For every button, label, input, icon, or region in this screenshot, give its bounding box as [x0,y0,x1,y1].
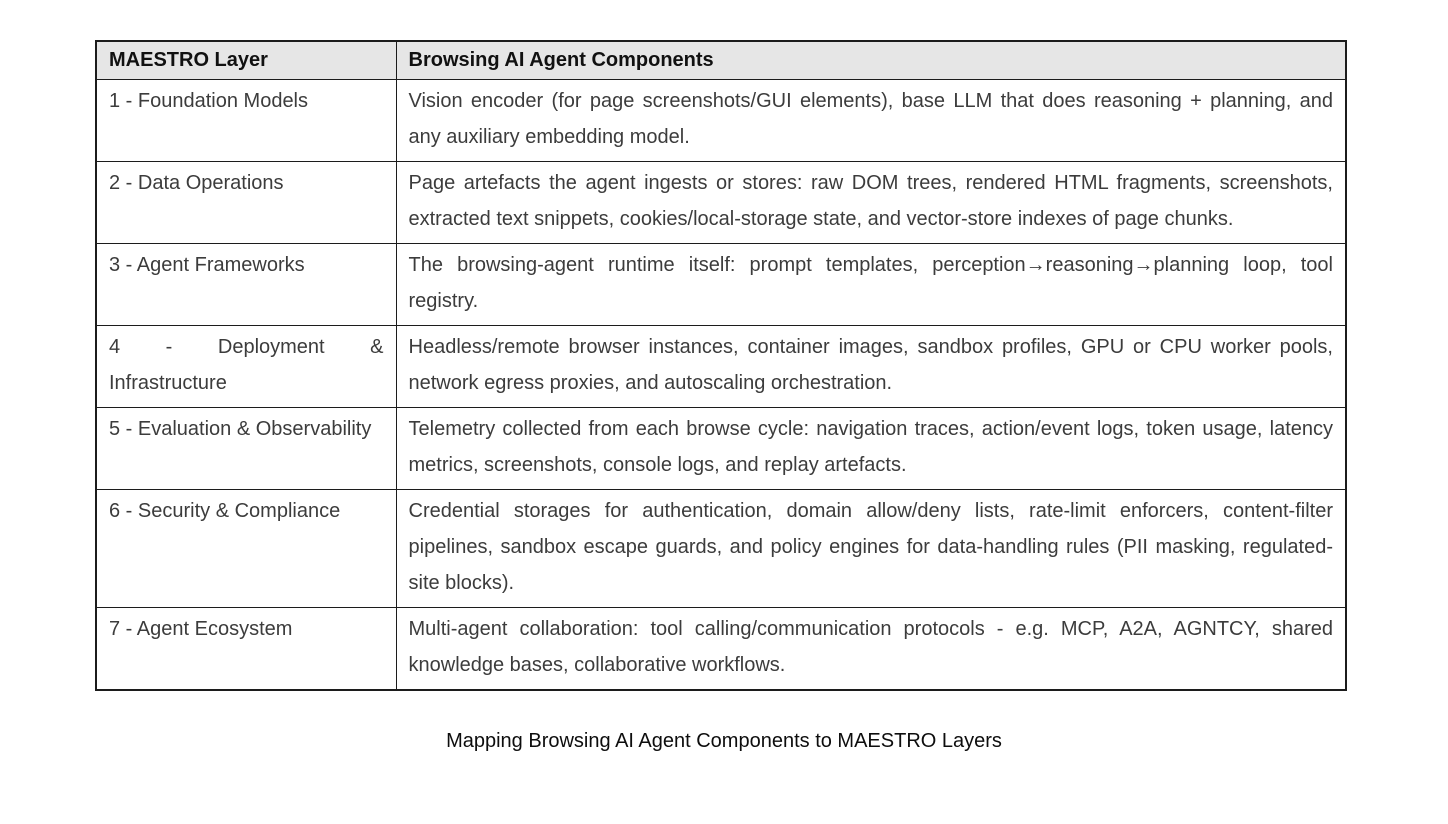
layer-cell: 1 - Foundation Models [96,80,396,162]
table-row [96,408,1346,490]
maestro-mapping-table [95,40,1347,691]
layer-cell: 3 - Agent Frameworks [96,244,396,326]
layer-cell: 4 - Deployment & Infrastructure [96,326,396,408]
layer-cell: 5 - Evaluation & Observability [96,408,396,490]
layer-cell: 6 - Security & Compliance [96,490,396,608]
table-caption: Mapping Browsing AI Agent Components to MAESTRO Layers [446,730,1002,752]
header-maestro-layer: MAESTRO Layer [96,41,396,80]
header-browsing-components: Browsing AI Agent Components [396,41,1346,80]
table-header-row [96,41,1346,80]
components-cell: The browsing-agent runtime itself: prompt templates, perception→reasoning→planning loop, tool registry. [396,244,1346,326]
maestro-mapping-table-container [95,40,1345,691]
components-cell: Headless/remote browser instances, container images, sandbox profiles, GPU or CPU worker pools, network egress proxies, and autoscaling orchestration. [396,326,1346,408]
table-row [96,244,1346,326]
table-row [96,490,1346,608]
table-row [96,162,1346,244]
components-cell: Page artefacts the agent ingests or stores: raw DOM trees, rendered HTML fragments, screenshots, extracted text snippets, cookies/local-storage state, and vector-store indexes of page chunks. [396,162,1346,244]
components-cell: Multi-agent collaboration: tool calling/communication protocols - e.g. MCP, A2A, AGNTCY, shared knowledge bases, collaborative workflows. [396,608,1346,691]
components-cell: Vision encoder (for page screenshots/GUI elements), base LLM that does reasoning + planning, and any auxiliary embedding model. [396,80,1346,162]
table-row [96,608,1346,691]
table-row [96,326,1346,408]
table-row [96,80,1346,162]
components-cell: Telemetry collected from each browse cycle: navigation traces, action/event logs, token usage, latency metrics, screenshots, console logs, and replay artefacts. [396,408,1346,490]
layer-cell: 2 - Data Operations [96,162,396,244]
components-cell: Credential storages for authentication, domain allow/deny lists, rate-limit enforcers, content-filter pipelines, sandbox escape guards, and policy engines for data-handling rules (PII masking, regulated-site blocks). [396,490,1346,608]
layer-cell: 7 - Agent Ecosystem [96,608,396,691]
